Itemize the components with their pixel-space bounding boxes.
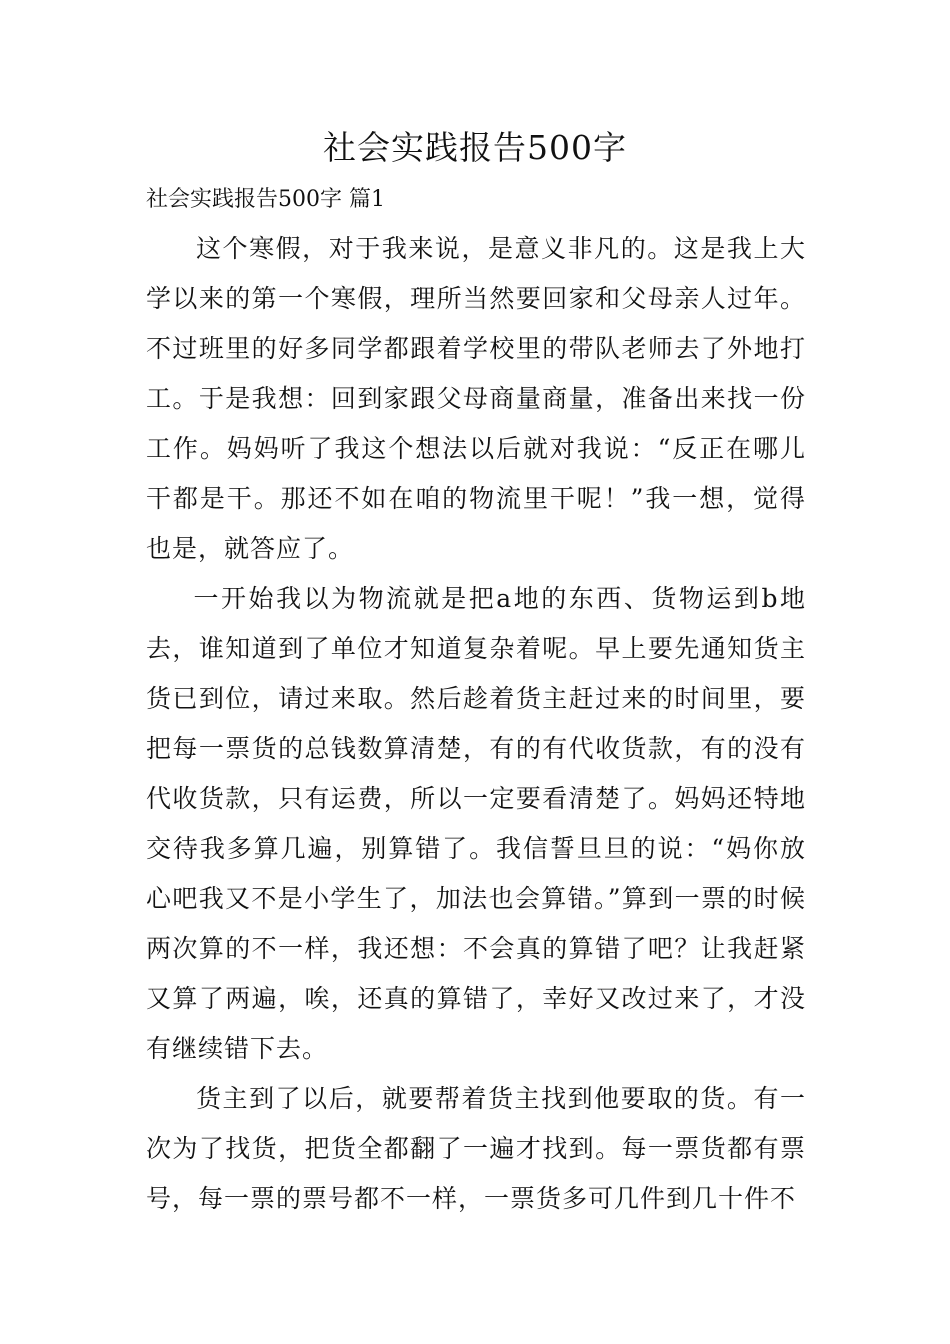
paragraph: 这个寒假，对于我来说，是意义非凡的。这是我上大学以来的第一个寒假，理所当然要回家和父母亲人过年。不过班里的好多同学都跟着学校里的带队老师去了外地打工。于是我想：回到家跟父母商量商量，准备出来找一份工作。妈妈听了我这个想法以后就对我说：“反正在哪儿干都是干。那还不如在咱的物流里干呢！”我一想，觉得也是，就答应了。 [146,234,806,563]
section-heading: 社会实践报告500字 篇1 [146,187,385,212]
document-title: 社会实践报告500字 [323,128,627,167]
paragraph: 货主到了以后，就要帮着货主找到他要取的货。有一次为了找货，把货全都翻了一遍才找到。每一票货都有票号，每一票的票号都不一样，一票货多可几件到几十件不 [146,1084,806,1213]
document-body [146,224,806,1224]
paragraph: 一开始我以为物流就是把a地的东西、货物运到b地去，谁知道到了单位才知道复杂着呢。早上要先通知货主货已到位，请过来取。然后趁着货主赶过来的时间里，要把每一票货的总钱数算清楚，有的有代收货款，有的没有代收货款，只有运费，所以一定要看清楚了。妈妈还特地交待我多算几遍，别算错了。我信誓旦旦的说：“妈你放心吧我又不是小学生了，加法也会算错。”算到一票的时候两次算的不一样，我还想：不会真的算错了吧？让我赶紧又算了两遍，唉，还真的算错了，幸好又改过来了，才没有继续错下去。 [146,584,806,1063]
